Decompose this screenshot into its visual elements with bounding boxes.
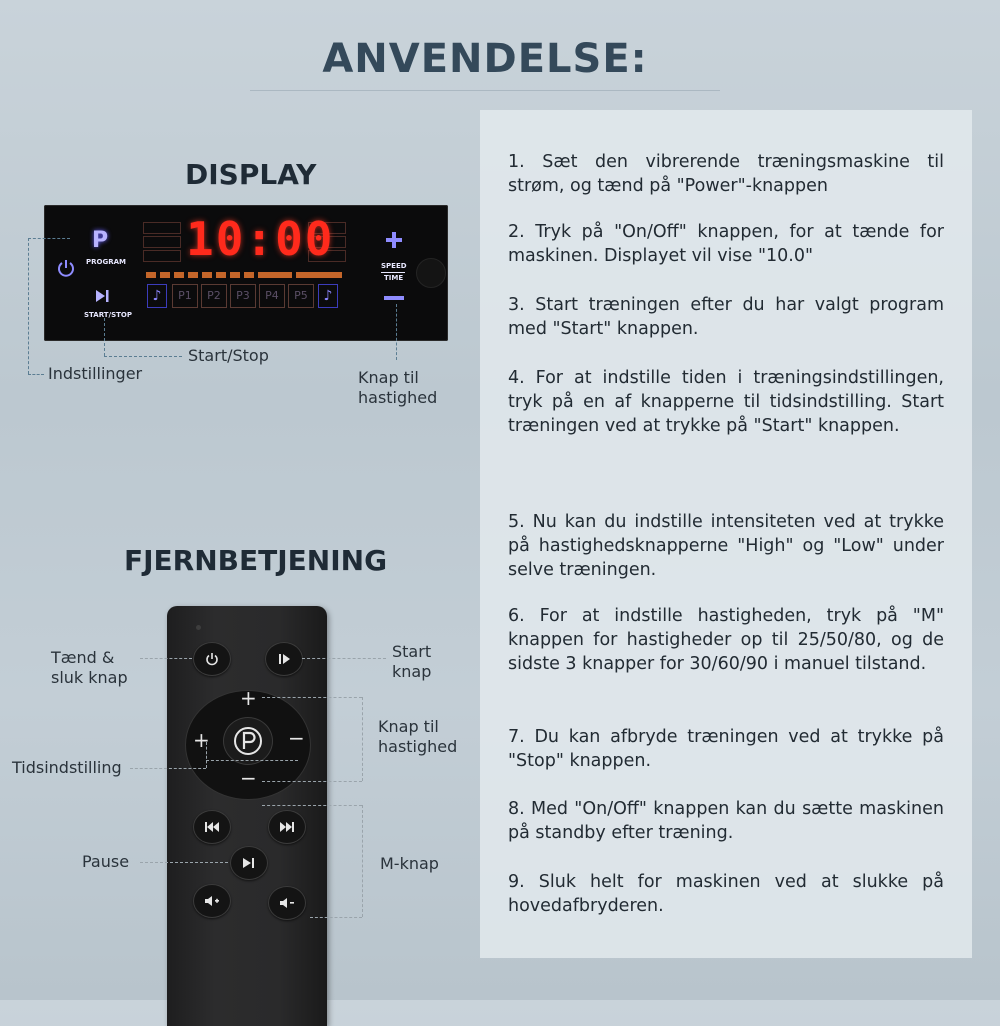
speed-down-icon[interactable]: −: [240, 766, 257, 790]
callout-line: [262, 781, 362, 782]
program-4-button[interactable]: P4: [259, 284, 285, 308]
plus-icon[interactable]: [384, 230, 404, 250]
level-bar-segment: [146, 272, 156, 278]
time-label: TIME: [384, 274, 404, 282]
volume-down-button[interactable]: [268, 886, 306, 920]
time-readout: 10:00: [186, 212, 335, 266]
level-bar-segment: [258, 272, 292, 278]
callout-line: [28, 374, 44, 375]
sensor-circle: [416, 258, 446, 288]
callout-line: [362, 697, 363, 781]
level-bar-segment: [188, 272, 198, 278]
power-icon: [205, 652, 219, 666]
callout-line: [104, 356, 182, 357]
callout-line: [362, 805, 363, 917]
callout-line: [206, 760, 298, 761]
callout-remote-speed-line2: hastighed: [378, 737, 458, 756]
callout-line: [206, 742, 207, 768]
level-bar-segment: [296, 272, 342, 278]
callout-line: [104, 318, 105, 356]
callout-power-line1: Tænd &: [51, 648, 115, 667]
callout-start-line2: knap: [392, 662, 432, 681]
program-3-button[interactable]: P3: [230, 284, 256, 308]
remote-control: [167, 606, 327, 1026]
level-bar-segment: [174, 272, 184, 278]
level-bar-segment: [160, 272, 170, 278]
callout-power-line2: sluk knap: [51, 668, 128, 687]
next-button[interactable]: [268, 810, 306, 844]
power-button[interactable]: [193, 642, 231, 676]
page-title: ANVENDELSE:: [322, 36, 648, 82]
display-heading: DISPLAY: [185, 158, 317, 191]
callout-speed-line2: hastighed: [358, 388, 438, 407]
callout-start-stop: Start/Stop: [188, 346, 269, 365]
instruction-step-2: 2. Tryk på "On/Off" knappen, for at tænde for maskinen. Displayet vil vise "10.0": [508, 222, 944, 266]
program-label: PROGRAM: [86, 258, 126, 266]
level-bar-segment: [202, 272, 212, 278]
callout-line: [140, 658, 192, 659]
program-button[interactable]: P: [92, 228, 109, 253]
previous-button[interactable]: [193, 810, 231, 844]
callout-speed-line1: Knap til: [358, 368, 419, 387]
callout-m-button: M-knap: [380, 854, 439, 873]
instruction-step-8: 8. Med "On/Off" knappen kan du sætte maskinen på standby efter træning.: [508, 799, 944, 843]
program-icon: [224, 718, 272, 764]
title-divider: [250, 90, 720, 91]
play-pause-icon: [277, 652, 291, 666]
speed-label: SPEED: [381, 262, 407, 270]
callout-line: [28, 238, 70, 239]
callout-remote-speed-line1: Knap til: [378, 717, 439, 736]
start-stop-label: START/STOP: [84, 311, 132, 319]
time-down-icon[interactable]: −: [288, 726, 305, 750]
music-icon[interactable]: ♪: [318, 284, 338, 308]
mode-indicator: [143, 222, 181, 234]
start-button[interactable]: [265, 642, 303, 676]
callout-line: [130, 768, 206, 769]
mode-indicator: [143, 236, 181, 248]
callout-settings: Indstillinger: [48, 364, 143, 383]
callout-line: [28, 238, 29, 374]
rewind-icon: [204, 821, 220, 833]
level-bar-segment: [244, 272, 254, 278]
play-icon: [242, 857, 256, 869]
mode-indicator: [143, 250, 181, 262]
instruction-step-5: 5. Nu kan du indstille intensiteten ved at trykke på hastighedsknapperne "High" og "Low" under selve træningen.: [508, 512, 944, 580]
callout-line: [262, 805, 362, 806]
instruction-step-4: 4. For at indstille tiden i træningsindstillingen, tryk på en af knapperne til tidsindstilling. Start træningen ved at trykke på "Start" knappen.: [508, 368, 944, 436]
minus-icon[interactable]: [384, 296, 404, 300]
level-bar-segment: [230, 272, 240, 278]
speed-up-icon[interactable]: +: [240, 686, 257, 710]
callout-line: [140, 862, 228, 863]
instruction-step-7: 7. Du kan afbryde træningen ved at trykke på "Stop" knappen.: [508, 727, 944, 771]
music-icon[interactable]: ♪: [147, 284, 167, 308]
callout-pause: Pause: [82, 852, 130, 871]
callout-line: [396, 304, 397, 360]
pause-button[interactable]: [230, 846, 268, 880]
fast-forward-icon: [279, 821, 295, 833]
callout-time-setting: Tidsindstilling: [12, 758, 122, 777]
volume-up-icon: [204, 895, 220, 907]
volume-down-icon: [279, 897, 295, 909]
start-stop-icon[interactable]: [94, 288, 110, 304]
led-indicator: [196, 625, 201, 630]
level-bar-segment: [216, 272, 226, 278]
callout-start-line1: Start: [392, 642, 432, 661]
speed-time-divider: [381, 272, 405, 273]
program-2-button[interactable]: P2: [201, 284, 227, 308]
callout-line: [310, 917, 362, 918]
instruction-step-3: 3. Start træningen efter du har valgt program med "Start" knappen.: [508, 295, 944, 339]
instruction-step-6: 6. For at indstille hastigheden, tryk på "M" knappen for hastigheder op til 25/50/80, og de sidste 3 knapper for 30/60/90 i manuel tilstand.: [508, 606, 944, 674]
program-1-button[interactable]: P1: [172, 284, 198, 308]
program-5-button[interactable]: P5: [288, 284, 314, 308]
instruction-step-9: 9. Sluk helt for maskinen ved at slukke på hovedafbryderen.: [508, 872, 944, 916]
callout-line: [302, 658, 386, 659]
time-up-icon[interactable]: +: [193, 728, 210, 752]
remote-heading: FJERNBETJENING: [124, 544, 388, 577]
callout-line: [262, 697, 362, 698]
instruction-step-1: 1. Sæt den vibrerende træningsmaskine til strøm, og tænd på "Power"-knappen: [508, 152, 944, 196]
volume-up-button[interactable]: [193, 884, 231, 918]
program-center-button[interactable]: [223, 717, 273, 765]
power-icon[interactable]: [56, 258, 76, 278]
